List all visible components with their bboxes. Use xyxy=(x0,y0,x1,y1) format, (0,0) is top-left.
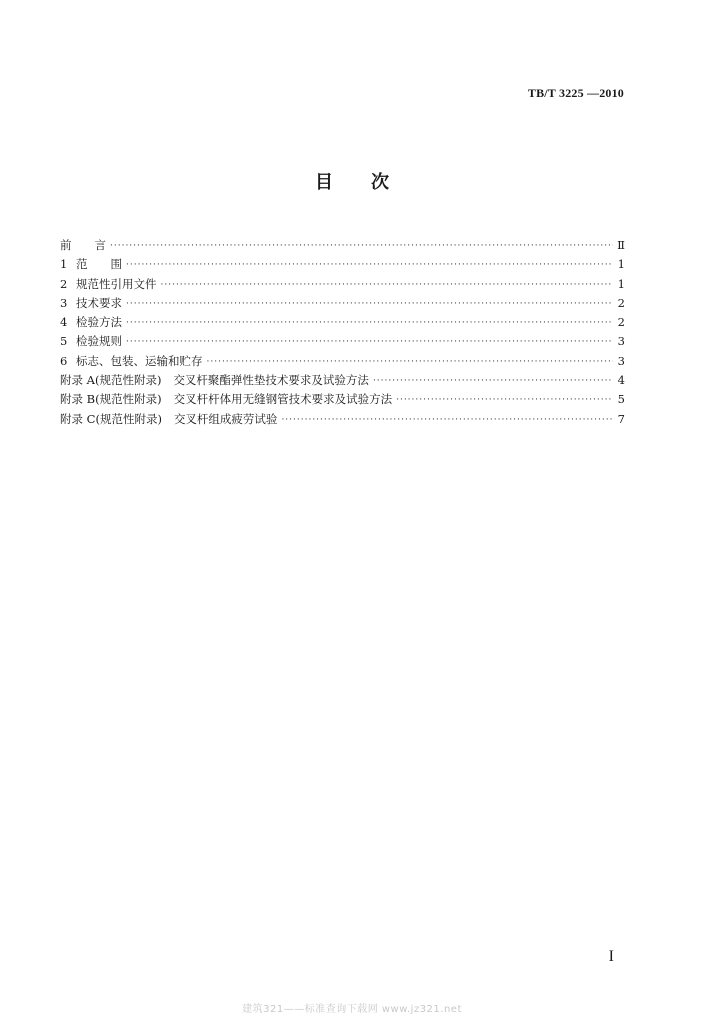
toc-entry-label: 检验规则 xyxy=(76,334,122,349)
page-title xyxy=(0,168,704,194)
toc-entry-page: 2 xyxy=(617,315,625,330)
toc-entry-marking-packaging[interactable] xyxy=(60,352,625,371)
toc-entry-number: 5 xyxy=(60,334,68,349)
toc-leader-dots xyxy=(281,411,613,430)
toc-entry-test-methods[interactable] xyxy=(60,313,625,332)
toc-entry-technical-requirements[interactable] xyxy=(60,294,625,313)
page-number: I xyxy=(608,948,614,965)
toc-entry-annex-c[interactable] xyxy=(60,410,625,429)
toc-entry-label: 检验方法 xyxy=(76,315,122,330)
page-title-char-2: 次 xyxy=(371,172,389,193)
toc-entry-label: 交叉杆组成疲劳试验 xyxy=(173,411,278,426)
toc-entry-number: 1 xyxy=(60,257,68,272)
toc-entry-number: 3 xyxy=(60,295,68,310)
toc-entry-page: 3 xyxy=(617,334,625,349)
page-title-char-1: 目 xyxy=(315,172,333,193)
toc-entry-number: 附录 B(规范性附录) xyxy=(60,392,162,407)
toc-entry-label: 标志、包装、运输和贮存 xyxy=(76,353,203,368)
standard-code: TB/T 3225 —2010 xyxy=(527,86,624,100)
table-of-contents xyxy=(60,236,625,429)
toc-leader-dots xyxy=(126,314,613,333)
toc-entry-annex-a[interactable] xyxy=(60,371,625,390)
toc-entry-annex-b[interactable] xyxy=(60,390,625,409)
toc-entry-page: 1 xyxy=(617,276,625,291)
toc-entry-label: 范 围 xyxy=(76,257,122,272)
toc-entry-page: Ⅱ xyxy=(617,238,625,252)
toc-entry-number: 2 xyxy=(60,276,68,291)
toc-entry-number: 4 xyxy=(60,315,68,330)
toc-leader-dots xyxy=(373,372,613,391)
toc-entry-page: 1 xyxy=(617,257,625,272)
toc-entry-page: 5 xyxy=(617,392,625,407)
toc-leader-dots xyxy=(161,276,614,295)
toc-leader-dots xyxy=(207,353,614,372)
toc-entry-label: 交叉杆杆体用无缝钢管技术要求及试验方法 xyxy=(173,392,393,407)
toc-entry-label: 前 言 xyxy=(60,238,106,252)
toc-entry-page: 3 xyxy=(617,353,625,368)
toc-entry-inspection-rules[interactable] xyxy=(60,332,625,351)
toc-leader-dots xyxy=(110,237,613,256)
toc-leader-dots xyxy=(126,295,613,314)
toc-entry-label: 交叉杆聚酯弹性垫技术要求及试验方法 xyxy=(173,373,369,388)
toc-entry-scope[interactable] xyxy=(60,255,625,274)
toc-leader-dots xyxy=(126,256,613,275)
toc-entry-number: 附录 A(规范性附录) xyxy=(60,373,162,388)
toc-entry-page: 2 xyxy=(617,295,625,310)
toc-leader-dots xyxy=(396,391,613,410)
site-watermark: 建筑321——标准查询下载网 www.jz321.net xyxy=(242,1004,462,1015)
toc-entry-page: 7 xyxy=(617,411,625,426)
toc-entry-number: 6 xyxy=(60,353,68,368)
toc-entry-label: 规范性引用文件 xyxy=(76,276,157,291)
toc-entry-normative-references[interactable] xyxy=(60,275,625,294)
toc-entry-number: 附录 C(规范性附录) xyxy=(60,411,162,426)
toc-entry-page: 4 xyxy=(617,373,625,388)
toc-entry-label: 技术要求 xyxy=(76,295,122,310)
toc-leader-dots xyxy=(126,333,613,352)
toc-entry-foreword[interactable] xyxy=(60,236,625,255)
